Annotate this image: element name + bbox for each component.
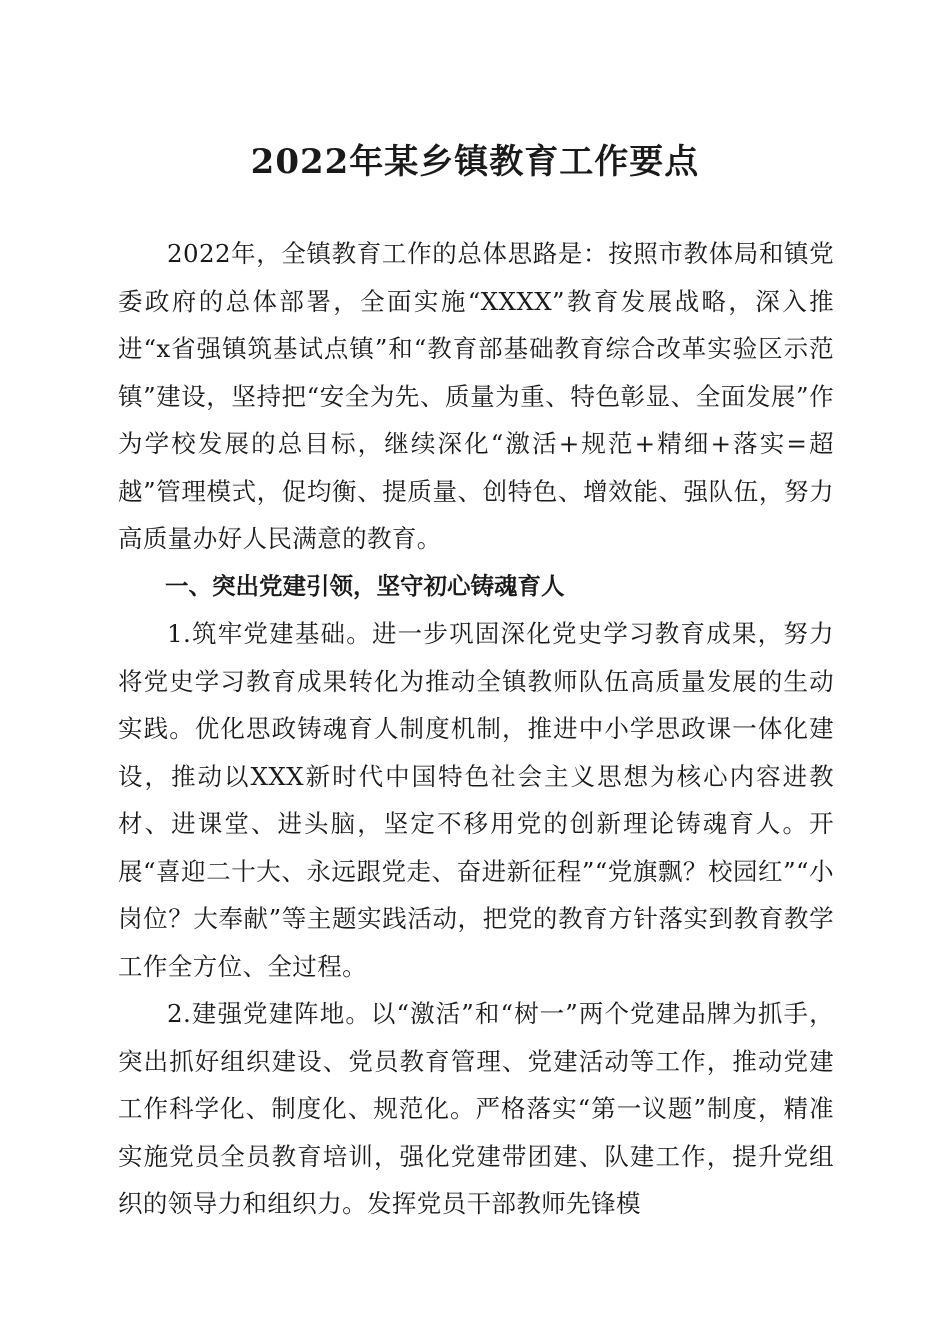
intro-paragraph: 2022年，全镇教育工作的总体思路是：按照市教体局和镇党委政府的总体部署，全面实施“XXXX”教育发展战略，深入推进“x省强镇筑基试点镇”和“教育部基础教育综合改革实验区示范镇”建设，坚持把“安全为先、质量为重、特色彰显、全面发展”作为学校发展的总目标，继续深化“激活+规范+精细+落实=超越”管理模式，促均衡、提质量、创特色、增效能、强队伍，努力高质量办好人民满意的教育。 [118, 239, 834, 553]
item-paragraph-2: 2.建强党建阵地。以“激活”和“树一”两个党建品牌为抓手，突出抓好组织建设、党员教育管理、党建活动等工作，推动党建工作科学化、制度化、规范化。严格落实“第一议题”制度，精准实施党员全员教育培训，强化党建带团建、队建工作，提升党组织的领导力和组织力。发挥党员干部教师先锋模 [118, 999, 834, 1218]
document-body [118, 230, 834, 1228]
section-heading-1: 一、突出党建引领，坚守初心铸魂育人 [165, 571, 565, 600]
item-paragraph-1: 1.筑牢党建基础。进一步巩固深化党史学习教育成果，努力将党史学习教育成果转化为推动全镇教师队伍高质量发展的生动实践。优化思政铸魂育人制度机制，推进中小学思政课一体化建设，推动以XXX新时代中国特色社会主义思想为核心内容进教材、进课堂、进头脑，坚定不移用党的创新理论铸魂育人。开展“喜迎二十大、永远跟党走、奋进新征程”“党旗飘？校园红”“小岗位？大奉献”等主题实践活动，把党的教育方针落实到教育教学工作全方位、全过程。 [118, 619, 834, 981]
document-title: 2022年某乡镇教育工作要点 [250, 142, 700, 182]
